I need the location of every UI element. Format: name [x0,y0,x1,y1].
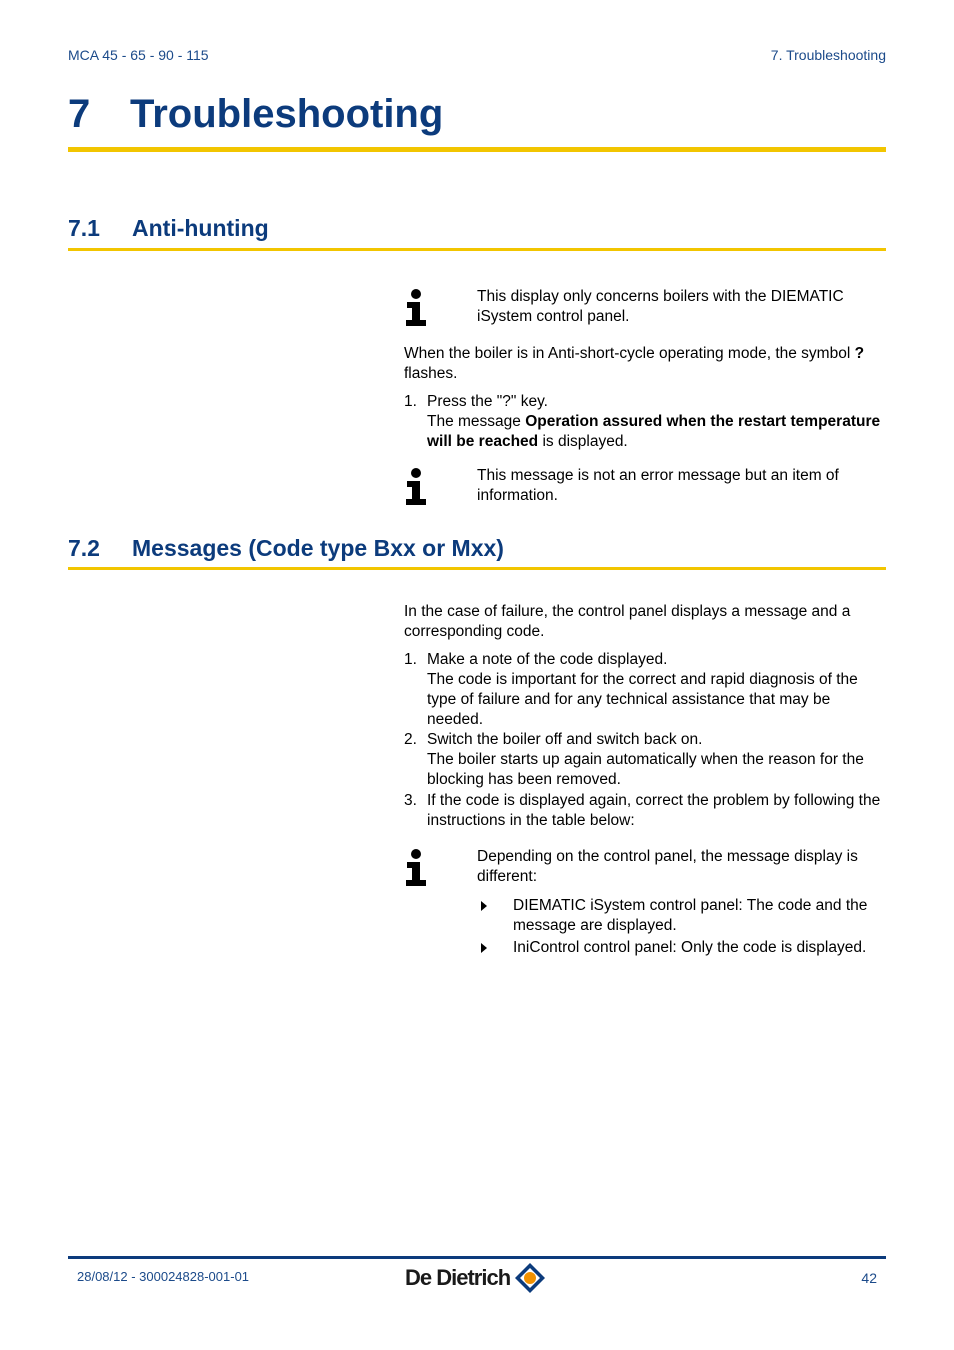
section-1-intro-symbol: ? [854,345,865,362]
section-1-step-instruction: Press the "?" key. [427,393,548,410]
section-1-step-text [427,392,889,452]
header-chapter-reference: 7. Troubleshooting [770,47,886,63]
chapter-title: Troubleshooting [130,92,444,136]
section-2-step-1-number: 1. [404,651,417,668]
section-1-intro-text-end: flashes. [404,365,458,382]
bullet-arrow-icon [481,943,487,953]
section-1-step-result-pre: The message [427,413,526,430]
brand-logo [405,1262,546,1294]
section-2-step-3-instruction: If the code is displayed again, correct the problem by following the instructions in the table below: [427,792,881,829]
section-2-step-1-detail: The code is important for the correct and rapid diagnosis of the type of failure and for any technical assistance that may be needed. [427,671,858,728]
section-2-step-2 [427,730,889,790]
section-1-divider [68,248,886,251]
diamond-logo-icon [514,1262,546,1294]
info-icon [404,289,428,327]
bullet-arrow-icon [481,901,487,911]
info-icon [404,468,428,506]
chapter-divider [68,147,886,152]
footer-divider [68,1256,886,1259]
section-2-step-2-detail: The boiler starts up again automatically when the reason for the blocking has been removed. [427,751,864,788]
footer-date-reference: 28/08/12 - 300024828-001-01 [77,1269,250,1284]
section-2-step-3 [427,791,889,831]
section-2-step-2-number: 2. [404,731,417,748]
section-1-note-1: This display only concerns boilers with the DIEMATIC iSystem control panel. [477,288,844,325]
info-icon [404,849,428,887]
section-1-step-number: 1. [404,393,417,410]
section-2-divider [68,567,886,570]
section-1-step-result [427,412,889,452]
section-2-step-1-instruction: Make a note of the code displayed. [427,651,668,668]
section-1-note-2: This message is not an error message but an item of information. [477,467,839,504]
header-document-title: MCA 45 - 65 - 90 - 115 [68,47,209,63]
section-1-step-message: Operation assured when the restart temperature will be reached [427,413,881,450]
section-2-note: Depending on the control panel, the message display is different: [477,848,858,885]
section-2-bullet-1: DIEMATIC iSystem control panel: The code and the message are displayed. [513,897,868,934]
page-number: 42 [861,1270,877,1286]
section-2-step-2-instruction: Switch the boiler off and switch back on. [427,731,703,748]
chapter-number: 7 [68,92,91,136]
section-1-intro [404,344,888,384]
section-1-number: 7.1 [68,215,100,241]
section-2-step-1 [427,650,889,730]
section-1-intro-text: When the boiler is in Anti-short-cycle operating mode, the symbol [404,345,855,362]
section-1-step-result-post: is displayed. [538,433,628,450]
section-2-bullet-2: IniControl control panel: Only the code is displayed. [513,939,867,956]
section-2-intro: In the case of failure, the control panel displays a message and a corresponding code. [404,603,851,640]
section-2-title: Messages (Code type Bxx or Mxx) [132,535,504,561]
section-2-step-3-number: 3. [404,792,417,809]
section-2-number: 7.2 [68,535,100,561]
section-1-title: Anti-hunting [132,215,269,241]
brand-logo-text: De Dietrich [405,1265,511,1290]
